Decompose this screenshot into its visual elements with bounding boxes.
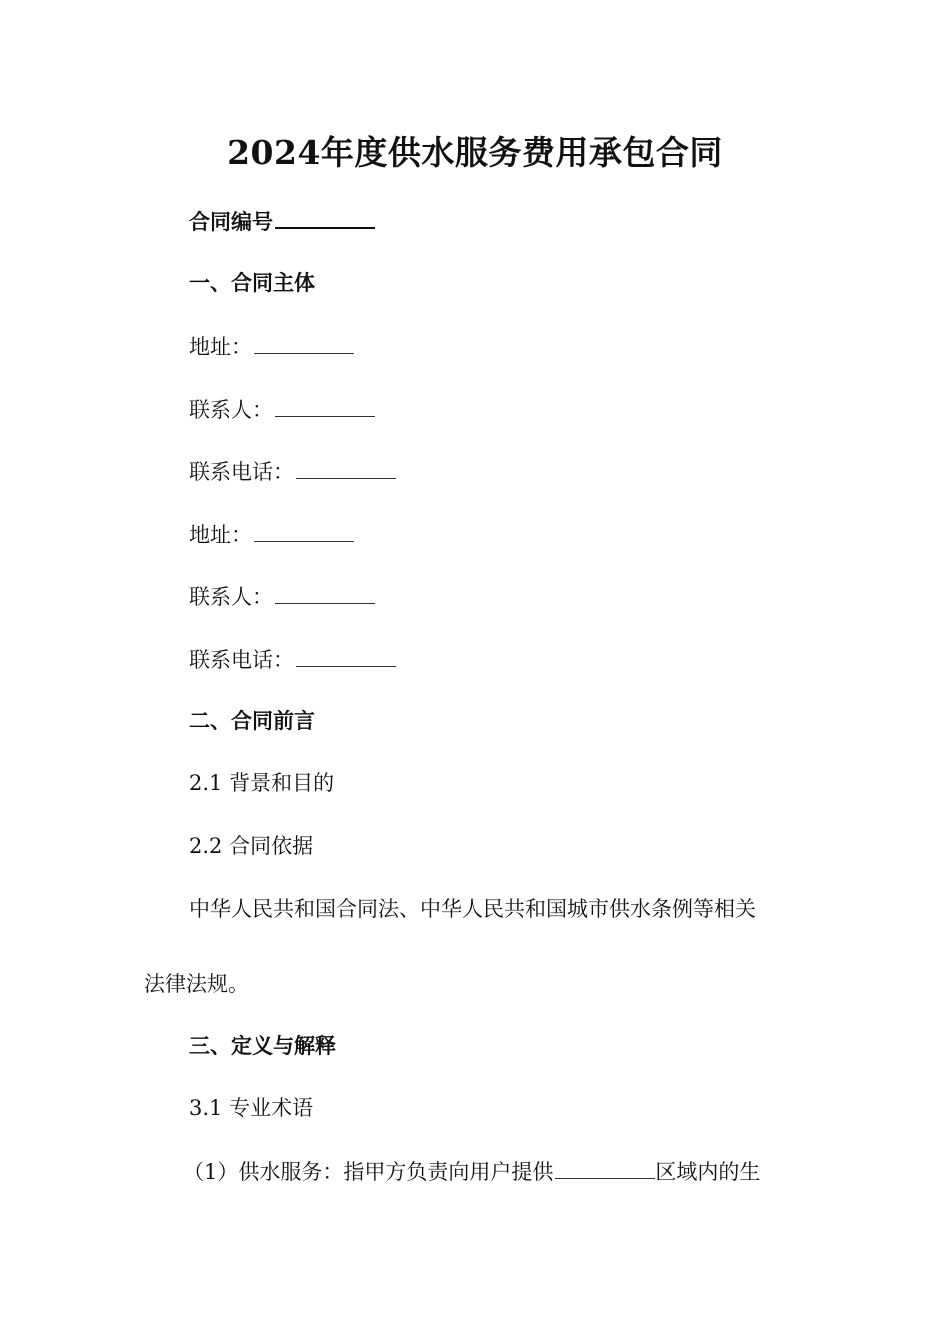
section-heading-parties: 一、合同主体: [189, 270, 315, 295]
party-a-address-label: 地址：: [189, 335, 252, 359]
party-b-address-line: [189, 519, 354, 550]
party-a-phone-blank[interactable]: [296, 456, 396, 479]
party-a-address-blank[interactable]: [254, 331, 354, 354]
party-b-phone-label: 联系电话：: [189, 648, 294, 672]
party-a-phone-line: [189, 456, 396, 487]
document-title: 2024年度供水服务费用承包合同: [227, 133, 723, 172]
contract-number-blank[interactable]: [275, 205, 375, 229]
party-b-contact-label: 联系人：: [189, 585, 273, 609]
party-b-phone-line: [189, 644, 396, 675]
party-b-contact-blank[interactable]: [275, 581, 375, 604]
contract-number-line: [189, 205, 375, 237]
party-b-address-label: 地址：: [189, 523, 252, 547]
section-heading-preamble: 二、合同前言: [189, 708, 315, 733]
party-a-contact-line: [189, 394, 375, 425]
party-a-phone-label: 联系电话：: [189, 460, 294, 484]
definition-item-1-text-after: 区域内的生: [655, 1160, 761, 1184]
definition-item-1: [183, 1156, 760, 1187]
contract-number-label: 合同编号: [189, 209, 273, 234]
party-a-contact-label: 联系人：: [189, 398, 273, 422]
party-b-contact-line: [189, 581, 375, 612]
party-b-address-blank[interactable]: [254, 519, 354, 542]
party-b-phone-blank[interactable]: [296, 644, 396, 667]
subsection-terms: 3.1 专业术语: [189, 1096, 314, 1120]
subsection-basis: 2.2 合同依据: [189, 834, 314, 858]
party-a-address-line: [189, 331, 354, 362]
party-a-contact-blank[interactable]: [275, 394, 375, 417]
section-heading-definitions: 三、定义与解释: [189, 1033, 336, 1058]
service-area-blank[interactable]: [555, 1156, 655, 1179]
basis-paragraph-line-2: 法律法规。: [144, 972, 249, 996]
definition-item-1-text-before: （1）供水服务：指甲方负责向用户提供: [183, 1160, 554, 1184]
subsection-background: 2.1 背景和目的: [189, 771, 335, 795]
basis-paragraph-line-1: 中华人民共和国合同法、中华人民共和国城市供水条例等相关: [189, 897, 756, 921]
